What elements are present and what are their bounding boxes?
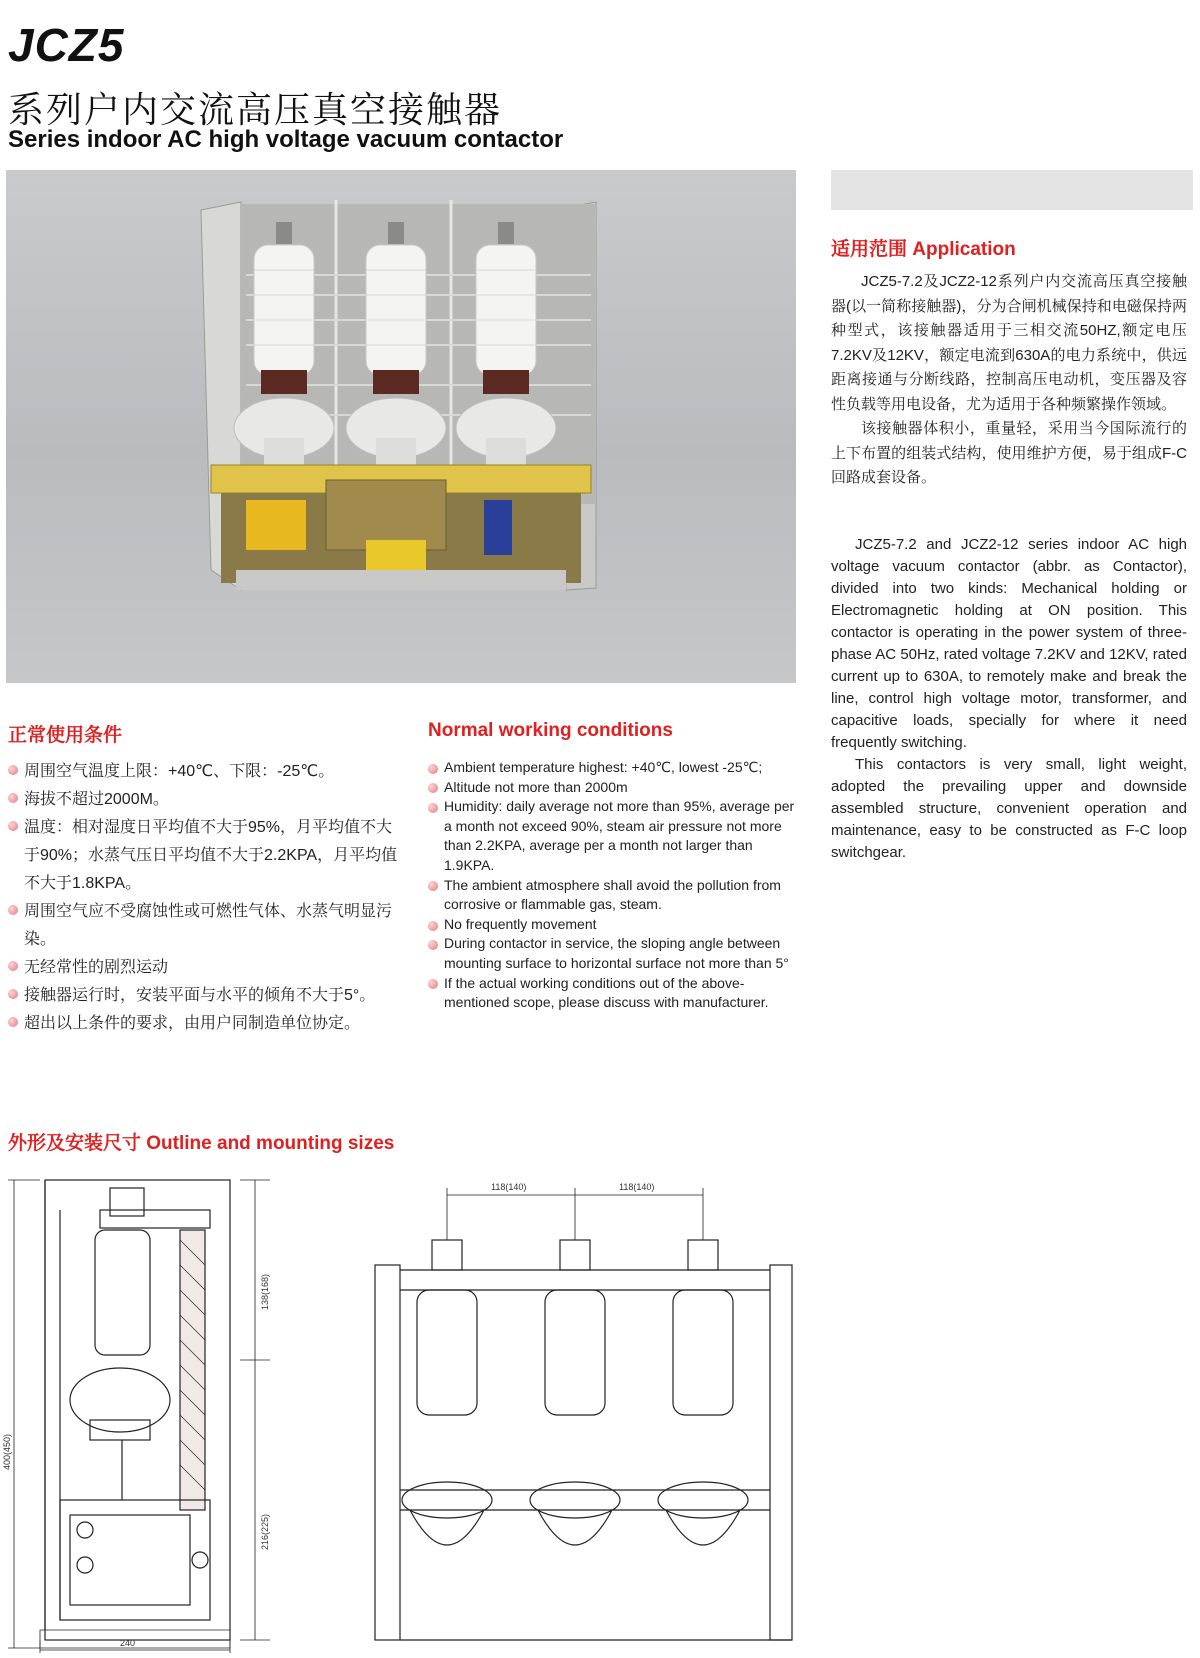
application-en-paragraph: JCZ5-7.2 and JCZ2-12 series indoor AC high voltage vacuum contactor (abbr. as Contactor), divided into two kinds: Mechanical holding or Electromagnetic holding at ON position. This contactor is operating in the power system of three-phase AC 50Hz, rated voltage 7.2KV and 12KV, rated current up to 630A, to remotely make and break the line, control high voltage motor, transformer, and capacitive loads, specially for where it need frequently switching. xyxy=(831,536,1187,751)
bullet-icon xyxy=(428,803,438,813)
application-cn-paragraph: JCZ5-7.2及JCZ2-12系列户内交流高压真空接触器(以一简称接触器)，分为合闸机械保持和电磁保持两种型式，该接触器适用于三相交流50HZ,额定电压7.2KV及12KV，额定电流到630A的电力系统中，供远距离接通与分断线路，控制高压电动机，变压器及容性负载等用电设备，尤为适用于各种频繁操作领域。 xyxy=(831,273,1187,413)
bullet-icon xyxy=(8,821,18,831)
bullet-icon xyxy=(8,905,18,915)
list-item: Altitude not more than 2000m xyxy=(428,778,798,798)
list-item: During contactor in service, the sloping angle between mounting surface to horizontal surface not more than 5° xyxy=(428,934,798,973)
dim-pitch-2: 118(140) xyxy=(619,1182,655,1192)
product-title-cn: 系列户内交流高压真空接触器 xyxy=(8,89,503,130)
list-item: 周围空气应不受腐蚀性或可燃性气体、水蒸气明显污染。 xyxy=(8,898,408,954)
list-item: 无经常性的剧烈运动 xyxy=(8,954,408,982)
list-item: 接触器运行时，安装平面与水平的倾角不大于5°。 xyxy=(8,982,408,1010)
bullet-icon xyxy=(8,793,18,803)
conditions-heading-en: Normal working conditions xyxy=(428,720,673,741)
product-model-title: JCZ5 xyxy=(8,19,125,71)
bullet-icon xyxy=(8,1017,18,1027)
bullet-icon xyxy=(428,783,438,793)
list-item: The ambient atmosphere shall avoid the pollution from corrosive or flammable gas, steam. xyxy=(428,876,798,915)
list-item: 周围空气温度上限：+40℃、下限：-25℃。 xyxy=(8,758,408,786)
bullet-icon xyxy=(8,765,18,775)
outline-drawing xyxy=(0,1170,1200,1653)
front-view-drawing xyxy=(375,1188,792,1640)
list-item: 温度：相对湿度日平均值不大于95%，月平均值不大于90%；水蒸气压日平均值不大于2.2KPA，月平均值不大于1.8KPA。 xyxy=(8,814,408,898)
bullet-icon xyxy=(428,881,438,891)
conditions-list-en xyxy=(428,758,798,1013)
bullet-icon xyxy=(8,989,18,999)
list-item: 超出以上条件的要求，由用户同制造单位协定。 xyxy=(8,1010,408,1038)
application-heading: 适用范围 Application xyxy=(831,239,1016,260)
dim-depth: 240 xyxy=(120,1638,136,1648)
conditions-heading-cn: 正常使用条件 xyxy=(8,725,123,746)
outline-heading: 外形及安装尺寸 Outline and mounting sizes xyxy=(8,1133,395,1154)
dim-upper-height: 138(168) xyxy=(260,1273,270,1310)
application-text-cn xyxy=(831,270,1187,491)
application-en-paragraph: This contactors is very small, light weight, adopted the prevailing upper and downside assembled structure, convenient operation and maintenance, easy to be constructed as F-C loop switchgear. xyxy=(831,756,1187,861)
dim-pitch-1: 118(140) xyxy=(491,1182,527,1192)
product-title-en: Series indoor AC high voltage vacuum contactor xyxy=(8,126,564,153)
product-photo xyxy=(6,170,796,683)
application-text-en xyxy=(831,534,1187,864)
application-cn-paragraph: 该接触器体积小，重量轻，采用当今国际流行的上下布置的组装式结构，使用维护方便，易于组成F-C回路成套设备。 xyxy=(831,420,1187,486)
dim-total-height: 400(450) xyxy=(2,1433,12,1470)
bullet-icon xyxy=(428,940,438,950)
list-item: No frequently movement xyxy=(428,915,798,935)
vacuum-contactor-image xyxy=(6,170,796,683)
bullet-icon xyxy=(428,921,438,931)
bullet-icon xyxy=(428,764,438,774)
side-view-drawing xyxy=(8,1180,270,1653)
list-item: Ambient temperature highest: +40℃, lowest -25℃; xyxy=(428,758,798,778)
decorative-header-bar xyxy=(831,170,1193,210)
bullet-icon xyxy=(428,979,438,989)
dim-lower-height: 216(225) xyxy=(260,1513,270,1550)
list-item: 海拔不超过2000M。 xyxy=(8,786,408,814)
list-item: Humidity: daily average not more than 95%, average per a month not exceed 90%, steam air pressure not more than 2.2KPA, average per a month not larger than 1.9KPA. xyxy=(428,797,798,875)
conditions-list-cn xyxy=(8,758,408,1038)
bullet-icon xyxy=(8,961,18,971)
list-item: If the actual working conditions out of the above-mentioned scope, please discuss with manufacturer. xyxy=(428,974,798,1013)
